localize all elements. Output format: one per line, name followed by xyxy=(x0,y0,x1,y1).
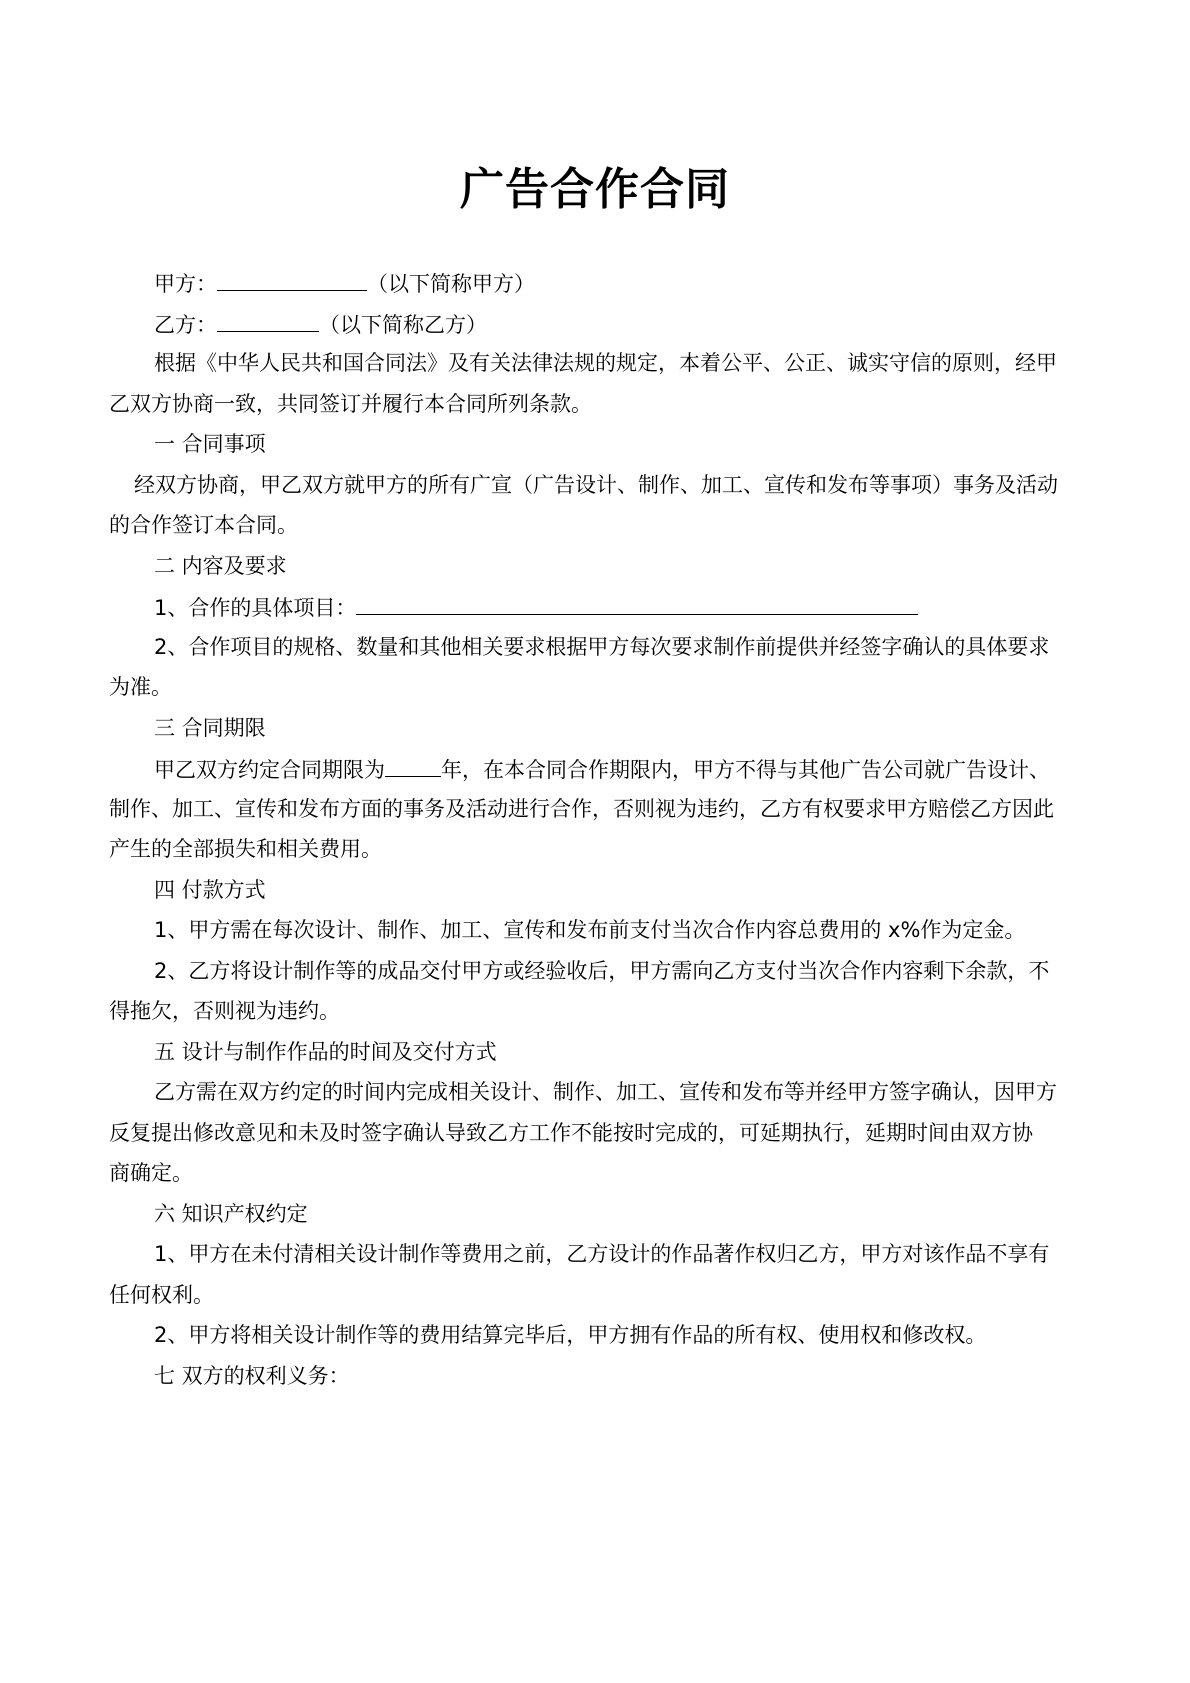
section-5-heading: 五 设计与制作作品的时间及交付方式 xyxy=(154,1040,497,1064)
party-b-blank xyxy=(217,309,319,332)
section-4-item-2-line-1: 2、乙方将设计制作等的成品交付甲方或经验收后，甲方需向乙方支付当次合作内容剩下余款，不 xyxy=(154,959,1050,983)
section-1-line-2: 的合作签订本合同。 xyxy=(109,513,298,537)
section-4-item-1: 1、甲方需在每次设计、制作、加工、宣传和发布前支付当次合作内容总费用的 x%作为定金。 xyxy=(154,918,1026,942)
section-3-line-1-post: 年，在本合同合作期限内，甲方不得与其他广告公司就广告设计、 xyxy=(441,758,1050,782)
section-4-item-2-line-2: 得拖欠，否则视为违约。 xyxy=(109,999,340,1023)
section-2-item-2-line-1: 2、合作项目的规格、数量和其他相关要求根据甲方每次要求制作前提供并经签字确认的具体要求 xyxy=(154,635,1050,659)
party-a-note: （以下简称甲方） xyxy=(367,272,535,296)
party-b-label: 乙方： xyxy=(154,313,217,337)
section-3-heading: 三 合同期限 xyxy=(154,716,266,740)
party-a-blank xyxy=(217,268,367,291)
section-3-line-2: 制作、加工、宣传和发布方面的事务及活动进行合作，否则视为违约，乙方有权要求甲方赔偿乙方因此 xyxy=(109,797,1054,821)
party-b-note: （以下简称乙方） xyxy=(319,313,487,337)
section-3-line-1 xyxy=(154,754,1089,784)
section-1-line-1: 经双方协商，甲乙双方就甲方的所有广宣（广告设计、制作、加工、宣传和发布等事项）事务及活动 xyxy=(134,473,1058,497)
page-title: 广告合作合同 xyxy=(460,164,730,215)
section-5-line-3: 商确定。 xyxy=(109,1161,193,1185)
section-6-item-1-line-1: 1、甲方在未付清相关设计制作等费用之前，乙方设计的作品著作权归乙方，甲方对该作品不享有 xyxy=(154,1242,1050,1266)
party-a-label: 甲方： xyxy=(154,272,217,296)
term-years-blank xyxy=(385,754,441,777)
section-3-line-3: 产生的全部损失和相关费用。 xyxy=(109,837,382,861)
section-4-heading: 四 付款方式 xyxy=(154,878,266,902)
section-6-item-2: 2、甲方将相关设计制作等的费用结算完毕后，甲方拥有作品的所有权、使用权和修改权。 xyxy=(154,1323,987,1347)
preamble-line-1: 根据《中华人民共和国合同法》及有关法律法规的规定，本着公平、公正、诚实守信的原则，经甲 xyxy=(154,351,1057,375)
section-2-heading: 二 内容及要求 xyxy=(154,554,287,578)
section-5-line-2: 反复提出修改意见和未及时签字确认导致乙方工作不能按时完成的，可延期执行，延期时间由双方协 xyxy=(109,1121,1033,1145)
preamble-line-2: 乙双方协商一致，共同签订并履行本合同所列条款。 xyxy=(109,392,592,416)
section-2-item-2-line-2: 为准。 xyxy=(109,675,172,699)
party-b-line xyxy=(154,309,1089,339)
section-2-item-1-label: 1、合作的具体项目： xyxy=(154,596,357,620)
party-a-line xyxy=(154,268,1089,298)
section-5-line-1: 乙方需在双方约定的时间内完成相关设计、制作、加工、宣传和发布等并经甲方签字确认，因甲方 xyxy=(154,1080,1057,1104)
section-6-item-1-line-2: 任何权利。 xyxy=(109,1283,214,1307)
section-6-heading: 六 知识产权约定 xyxy=(154,1202,308,1226)
section-1-heading: 一 合同事项 xyxy=(154,432,266,456)
section-3-line-1-pre: 甲乙双方约定合同期限为 xyxy=(154,758,385,782)
section-2-item-1 xyxy=(154,592,1089,622)
section-7-heading: 七 双方的权利义务： xyxy=(154,1364,350,1388)
project-blank xyxy=(356,592,918,615)
